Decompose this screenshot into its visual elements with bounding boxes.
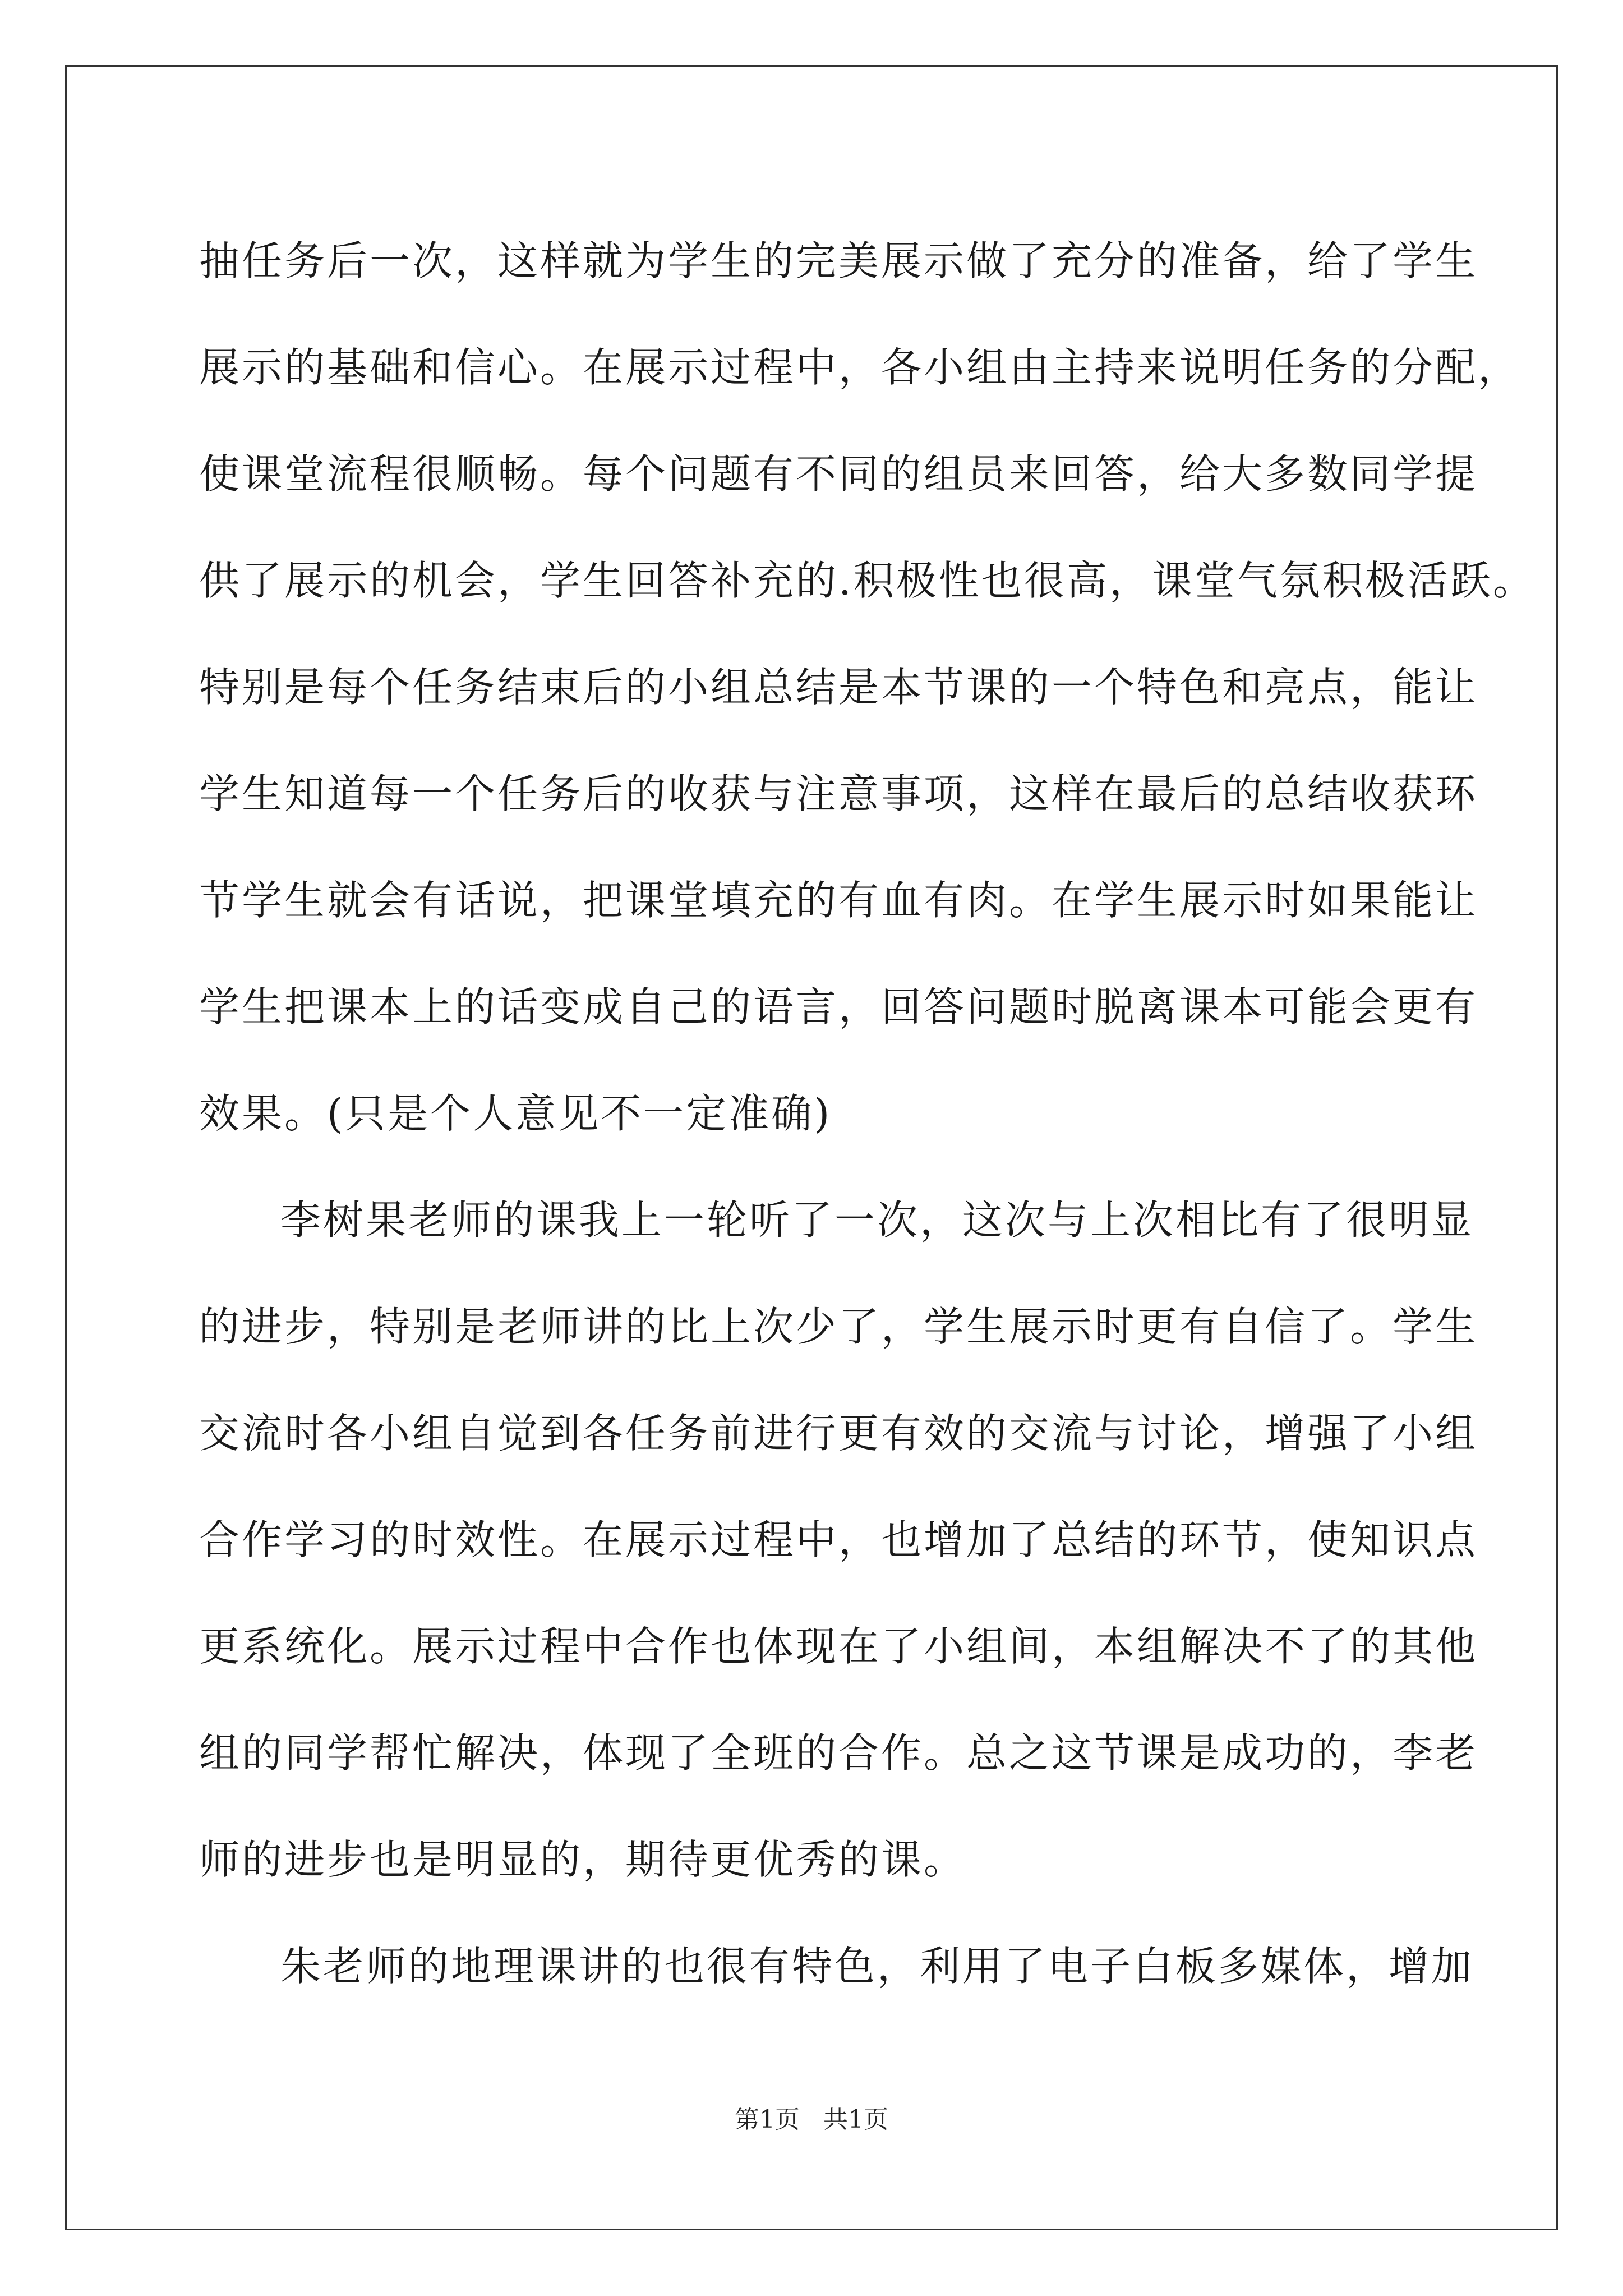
text-line: 学生把课本上的话变成自己的语言，回答问题时脱离课本可能会更有 xyxy=(199,983,1478,1030)
document-body xyxy=(199,208,1536,2019)
page-number-footer: 第1页 共1页 xyxy=(735,2105,888,2134)
text-line: 学生知道每一个任务后的收获与注意事项，这样在最后的总结收获环 xyxy=(199,770,1478,817)
text-line: 展示的基础和信心。在展示过程中，各小组由主持来说明任务的分配， xyxy=(199,344,1521,391)
paragraph-start-line: 李树果老师的课我上一轮听了一次，这次与上次相比有了很明显 xyxy=(280,1197,1474,1244)
text-line: 使课堂流程很顺畅。每个问题有不同的组员来回答，给大多数同学提 xyxy=(199,450,1478,498)
text-line: 更系统化。展示过程中合作也体现在了小组间，本组解决不了的其他 xyxy=(199,1623,1478,1670)
text-line: 供了展示的机会，学生回答补充的.积极性也很高，课堂气氛积极活跃。 xyxy=(199,557,1536,604)
text-line: 交流时各小组自觉到各任务前进行更有效的交流与讨论，增强了小组 xyxy=(199,1410,1478,1457)
text-line: 抽任务后一次，这样就为学生的完美展示做了充分的准备，给了学生 xyxy=(199,237,1478,284)
text-line: 节学生就会有话说，把课堂填充的有血有肉。在学生展示时如果能让 xyxy=(199,877,1478,924)
paragraph-start-line: 朱老师的地理课讲的也很有特色，利用了电子白板多媒体，增加 xyxy=(280,1943,1474,1990)
text-line: 师的进步也是明显的，期待更优秀的课。 xyxy=(199,1836,967,1883)
text-line: 组的同学帮忙解决，体现了全班的合作。总之这节课是成功的，李老 xyxy=(199,1729,1478,1777)
text-line: 特别是每个任务结束后的小组总结是本节课的一个特色和亮点，能让 xyxy=(199,664,1478,711)
text-line: 合作学习的时效性。在展示过程中，也增加了总结的环节，使知识点 xyxy=(199,1516,1478,1563)
text-line: 的进步，特别是老师讲的比上次少了，学生展示时更有自信了。学生 xyxy=(199,1303,1478,1350)
text-line: 效果。(只是个人意见不一定准确) xyxy=(199,1090,832,1137)
